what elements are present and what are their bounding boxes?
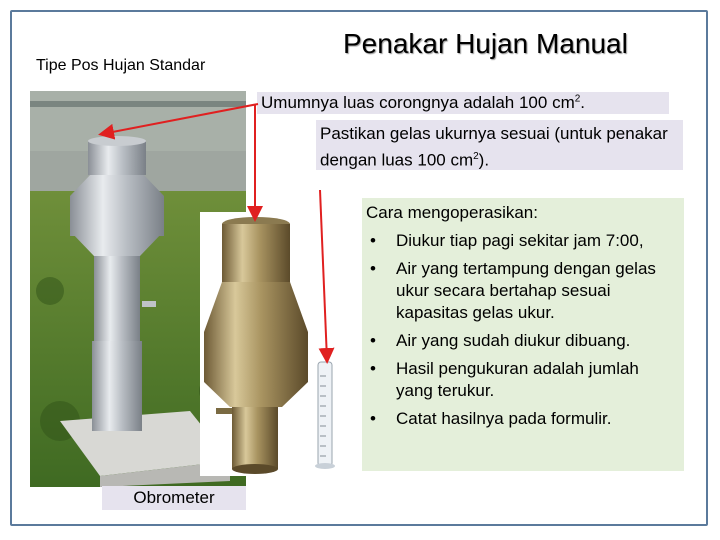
bullet: •: [370, 409, 376, 428]
slide-title: Penakar Hujan Manual: [343, 28, 628, 59]
operation-step: [366, 358, 680, 402]
funnel-note-suffix: .: [580, 93, 586, 112]
left-label: Tipe Pos Hujan Standar: [36, 57, 206, 74]
funnel-note-text: Umumnya luas corongnya adalah 100 cm: [261, 93, 575, 112]
operation-step: [366, 330, 680, 352]
step-text: Air yang sudah diukur dibuang.: [396, 331, 631, 350]
manual-rain-gauge-photo: [200, 212, 310, 476]
glass-note-sup: 2: [473, 151, 479, 162]
glass-note: [316, 120, 683, 170]
operation-box: [362, 198, 684, 471]
funnel-note-sup: 2: [574, 93, 581, 105]
bullet: •: [370, 359, 376, 378]
step-text: Air yang tertampung dengan gelas ukur secara bertahap sesuai kapasitas gelas ukur.: [396, 259, 656, 322]
operation-step: [366, 408, 680, 430]
operation-heading: Cara mengoperasikan:: [366, 203, 538, 222]
bullet: •: [370, 231, 376, 250]
bullet: •: [370, 259, 376, 278]
bullet: •: [370, 331, 376, 350]
funnel-note: [257, 92, 669, 114]
step-text: Catat hasilnya pada formulir.: [396, 409, 612, 428]
obrometer-caption: Obrometer: [102, 486, 246, 510]
step-text: Hasil pengukuran adalah jumlah yang terukur.: [396, 359, 639, 400]
step-text: Diukur tiap pagi sekitar jam 7:00,: [396, 231, 644, 250]
glass-note-text: Pastikan gelas ukurnya sesuai (untuk penakar dengan luas 100 cm: [320, 124, 668, 170]
operation-step: [366, 258, 680, 324]
measuring-glass-photo: [312, 356, 352, 474]
glass-note-suffix: ).: [478, 150, 490, 170]
operation-step: [366, 230, 680, 252]
operation-list: [366, 230, 680, 430]
